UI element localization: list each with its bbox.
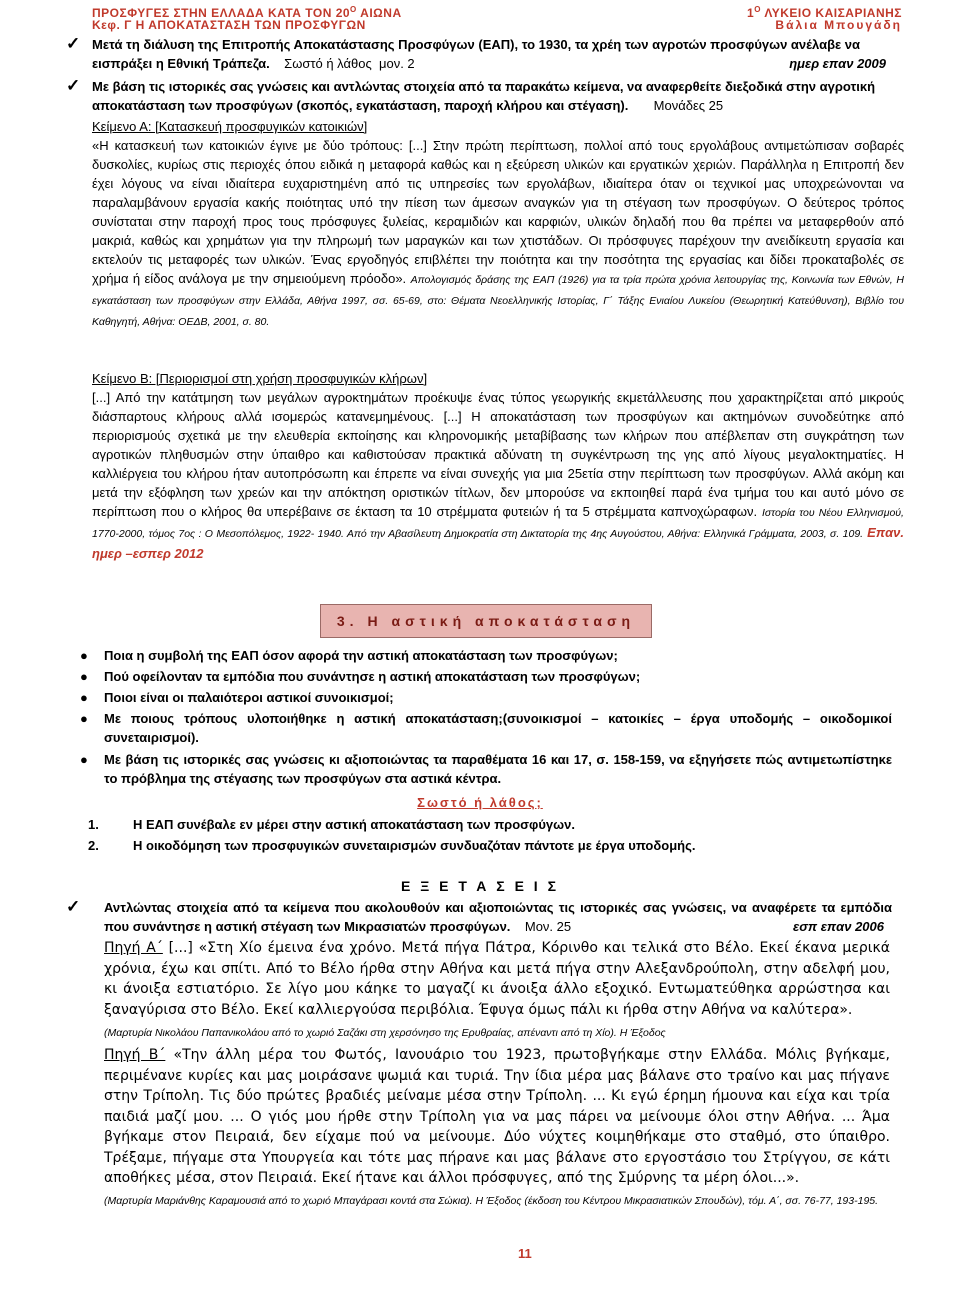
text-b-title: Κείμενο Β: [Περιορισμοί στη χρήση προσφυγικών κλήρων] bbox=[92, 371, 428, 386]
checkmark-icon: ✓ bbox=[66, 76, 81, 95]
source-a: Πηγή Α΄ [...] «Στη Χίο έμεινα ένα χρόνο. Μετά πήγα Πάτρα, Κόρινθο και τελικά στο Βέλο. Εκεί έκανα μερικά χρόνια, έχω και σπίτι. Από το Βέλο ήρθα στην Αθήνα και μετά πήγα στην Αλεξανδρούπολη, στην αδελφή μου, κι άνοιξα εστιατόριο. Σε λίγο μου κάηκε το μαγαζί κι άνοιξα άλλο εξοχικό. Εντωματεύθηκα αρρώστησα και ξαναγύρισα στο Βέλο. Εκεί καλλιεργούσα περιβόλια. Έφυγα όμως πάλι κι ήρθα στην Αθήνα να καλύτερα». bbox=[104, 940, 890, 1018]
item1-exam: ημερ επαν 2009 bbox=[789, 56, 886, 71]
bullet-question-3: Ποιοι είναι οι παλαιότεροι αστικοί συνοικισμοί; bbox=[104, 690, 394, 705]
tf-number-1: 1. bbox=[88, 817, 99, 832]
source-b-note: (Μαρτυρία Μαριάνθης Καραμουσιά από το χωριό Μπαγάρασι κοντά στα Σώκια). Η Έξοδος (έκδοση του Κέντρου Μικρασιατικών Σπουδών), τόμ. Α΄, σσ. 76-77, 193-195. bbox=[104, 1195, 879, 1207]
source-b-label: Πηγή Β΄ bbox=[104, 1047, 166, 1063]
bullet-icon: ● bbox=[80, 752, 88, 767]
bullet-icon: ● bbox=[80, 648, 88, 663]
tf-item-2: Η οικοδόμηση των προσφυγικών συνεταιρισμών συνδυαζόταν πάντοτε με έργα υποδομής. bbox=[133, 838, 696, 853]
header-left-line1: ΠΡΟΣΦΥΓΕΣ ΣΤΗΝ ΕΛΛΑΔΑ ΚΑΤΑ ΤΟΝ $20^O$ ΑΙΩΝΑ bbox=[92, 5, 402, 20]
text-a-title: Κείμενο Α: [Κατασκευή προσφυγικών κατοικιών] bbox=[92, 119, 368, 134]
page-number: 11 bbox=[518, 1246, 532, 1261]
checkmark-icon: ✓ bbox=[66, 34, 81, 53]
source-b: Πηγή Β΄ «Την άλλη μέρα του Φωτός, Ιανουάριο του 1923, πρωτοβγήκαμε στην Ελλάδα. Μόλις βγήκαμε, περιμένανε κυρίες και μας μοιράσανε ψωμιά και τυριά. Την ίδια μέρα μας βάλανε στο τραίνο και μας πήγανε στην Τρίπολη. Τις δύο πρώτες βραδιές μείναμε μέσα στην Τρίπολη. ... Κι εγώ έρημη ήμουνα και είχα και τρία παιδιά μαζί μου. ... Ο γιός μου ήρθε στην Τρίπολη για να μας πάρει να μείνουμε όλοι στην Αθήνα. ... Άμα βγήκαμε στον Πειραιά, δεν είχαμε πού να μείνουμε. Δύο νύχτες κοιμηθήκαμε στο σταθμό, στο ύπαιθρο. Τρέξαμε, πήγαμε στα Υπουργεία και τότε μας πήρανε και μας βάλανε στο εργοστάσιο του Στρίγγου, σε κάτι αποθήκες μέσα, στον Πειραιά. Εκεί ήτανε και άλλοι πρόσφυγες, από της Σμύρνης τα μέρη όλοι...». bbox=[104, 1047, 890, 1186]
bullet-icon: ● bbox=[80, 690, 88, 705]
text-a-body: «Η κατασκευή των κατοικιών έγινε με δύο τρόπους: [...] Στην πρώτη περίπτωση, πολλοί από τους εργολάβους αντιμετώπισαν σοβαρές δυσκολίες, κυρίως στις περιοχές όπου ειδικά η μεταφορά καθώς και η εξεύρεση υλικών και εργατικών χεριών. Παράλληλα η Επιτροπή δεν έχει λόγους να είναι ιδιαίτερα ευχαριστημένη από τις υπηρεσίες των εργολάβων, ιδιαίτερα όταν οι τεχνικοί μας υποχρεώνονται να παραλαμβάνουν εργασία κακής ποιότητας υπό την πίεση των άμεσων αναγκών για τη στέγαση των προσφύγων. Ο δεύτερος τρόπος συνίσταται στην παροχή προς τους πρόσφυγες ξυλείας, κεραμιδιών και καρφιών, υλικών δηλαδή που θα πρέπει να μεταφερθούν από μακριά, καθώς και χρημάτων για την πληρωμή των μαραγκών και των χτιστάδων. Οι πρόσφυγες παρέχουν την ανειδίκευτη εργασία και εκτελούν τις μεταφορές των υλικών. Ένας εργοδηγός επιβλέπει την ποιότητα και την ποσότητα της εργασίας και δίδει προκαταβολές σε χρήμα ή είδος ανάλογα με την σημειούμενη πρόοδο». Απολογισμός δράσης της ΕΑΠ (1926) για τα τρία πρώτα χρόνια λειτουργίας της, Κοινωνία των Εθνών, Η εγκατάσταση των προσφύγων στην Ελλάδα, Αθήνα 1997, σσ. 65-69, στο: Θέματα Νεοελληνικής Ιστορίας, Γ΄ Τάξης Ενιαίου Λυκείου (Θεωρητική Κατεύθυνση), Βιβλίο του Καθηγητή, Αθήνα: ΟΕΔΒ, 2001, σ. 80. bbox=[92, 138, 904, 328]
header-right-line1: $1^O$ ΛΥΚΕΙΟ ΚΑΙΣΑΡΙΑΝΗΣ bbox=[747, 5, 902, 20]
text-a-source: Απολογισμός δράσης της ΕΑΠ (1926) για τα τρία πρώτα χρόνια λειτουργίας της, Κοινωνία των Εθνών, Η εγκατάσταση των προσφύγων στην Ελλάδα, Αθήνα 1997, σσ. 65-69, στο: Θέματα Νεοελληνικής Ιστορίας, Γ΄ Τάξης Ενιαίου Λυκείου (Θεωρητική Κατεύθυνση), Βιβλίο του Καθηγητή, Αθήνα: ΟΕΔΒ, 2001, σ. 80. bbox=[92, 274, 904, 328]
item2-exam: Επαν. ημερ –εσπερ 2012 bbox=[92, 525, 904, 561]
text-b-source: Ιστορία του Νέου Ελληνισμού, 1770-2000, τόμος 7ος : Ο Μεσοπόλεμος, 1922- 1940. Από την Αβασίλευτη Δημοκρατία στη Δικτατορία της 4ης Αυγούστου, Αθήνα: Ελληνικά Γράμματα, 2003, σ. 109. bbox=[92, 507, 904, 540]
true-false-title: Σωστό ή λάθος; bbox=[417, 795, 543, 810]
bullet-question-2: Πού οφείλονταν τα εμπόδια που συνάντησε η αστική αποκατάσταση των προσφύγων; bbox=[104, 669, 641, 684]
source-a-note: (Μαρτυρία Νικολάου Παπανικολάου από το χωριό Σαζάκι στη χερσόνησο της Ερυθραίας, απέναντι από τη Χίο). Η Έξοδος bbox=[104, 1027, 666, 1039]
tf-number-2: 2. bbox=[88, 838, 99, 853]
text-b-body: [...] Από την κατάτμηση των μεγάλων αγροκτημάτων προέκυψε ένας τύπος γεωργικής εκμετάλλευσης που χαρακτηρίζεται από μικρούς διάσπαρτους κλήρους αλλά ισομερώς κατανεμημένους. [...] Η αποκατάσταση των προσφύγων και ακτημόνων συνοδεύτηκε από περιορισμούς σχετικά με την ελευθερία εκποίησης και κληρονομικής μεταβίβασης των κλήρων που απέβλεπαν στη συγκράτηση των αγροτικών πληθυσμών στην ύπαιθρο και καθιστούσαν πρακτικά αδύνατη τη συγκέντρωση της γης από λίγους μεγαλοκτηματίες. Η καλλιέργεια του κλήρου ήταν αυτοπρόσωπη και έπρεπε να είναι συνεχής για μια 25ετία στην περίπτωση των προσφύγων. Αλλά ακόμη και μετά την εξόφληση των χρεών και την απόκτηση οριστικών τίτλων, δεν μπορούσε να εκποιηθεί παρά ένα τμήμα του και αυτό μόνο σε περίπτωση που ο κλήρος θα υπερέβαινε σε έκταση τα 10 στρέμματα φυτειών ή τα 5 στρέμματα καπνοχώραφων. Ιστορία του Νέου Ελληνισμού, 1770-2000, τόμος 7ος : Ο Μεσοπόλεμος, 1922- 1940. Από την Αβασίλευτη Δημοκρατία στη Δικτατορία της 4ης Αυγούστου, Αθήνα: Ελληνικά Γράμματα, 2003, σ. 109. Επαν. ημερ –εσπερ 2012 bbox=[92, 390, 904, 561]
exams-title: Ε Ξ Ε Τ Α Σ Ε Ι Σ bbox=[401, 878, 559, 894]
item3-question: Αντλώντας στοιχεία από τα κείμενα που ακολουθούν και αξιοποιώντας τις ιστορικές σας γνώσεις, να αναφέρετε τα εμπόδια που συνάντησε η αστική στέγαση των Μικρασιατών προσφύγων. Μον. 25 εσπ επαν 2006 bbox=[104, 900, 892, 934]
item2-question: Με βάση τις ιστορικές σας γνώσεις και αντλώντας στοιχεία από τα παρακάτω κείμενα, να αναφερθείτε διεξοδικά στην αγροτική αποκατάσταση των προσφύγων (σκοπός, εγκατάσταση, παροχή κλήρου και στέγαση). Μονάδες 25 bbox=[92, 79, 876, 113]
tf-item-1: Η ΕΑΠ συνέβαλε εν μέρει στην αστική αποκατάσταση των προσφύγων. bbox=[133, 817, 575, 832]
bullet-question-1: Ποια η συμβολή της ΕΑΠ όσον αφορά την αστική αποκατάσταση των προσφύγων; bbox=[104, 648, 618, 663]
bullet-icon: ● bbox=[80, 669, 88, 684]
item1-question: Μετά τη διάλυση της Επιτροπής Αποκατάστασης Προσφύγων (ΕΑΠ), το 1930, τα χρέη των αγροτών προσφύγων ανέλαβε να εισπράξει η Εθνική Τράπεζα. Σωστό ή λάθος μον. 2 ημερ επαν 2009 bbox=[92, 37, 886, 71]
section-title-banner: 3. Η αστική αποκατάσταση bbox=[320, 604, 652, 638]
bullet-question-5: Με βάση τις ιστορικές σας γνώσεις κι αξιοποιώντας τα παραθέματα 16 και 17, σ. 158-159, να εξηγήσετε πώς αντιμετωπίστηκε το πρόβλημα της στέγασης των προσφύγων στα αστικά κέντρα. bbox=[104, 752, 892, 786]
item3-exam: εσπ επαν 2006 bbox=[792, 919, 884, 934]
source-a-label: Πηγή Α΄ bbox=[104, 940, 163, 956]
header-right-line2: Βάλια Μπουγάδη bbox=[775, 18, 902, 32]
header-left-line2: Κεφ. Γ Η ΑΠΟΚΑΤΑΣΤΑΣΗ ΤΩΝ ΠΡΟΣΦΥΓΩΝ bbox=[92, 18, 366, 32]
bullet-question-4: Με ποιους τρόπους υλοποιήθηκε η αστική αποκατάσταση;(συνοικισμοί – κατοικίες – έργα υποδομής – οικοδομικοί συνεταιρισμοί). bbox=[104, 711, 892, 745]
bullet-icon: ● bbox=[80, 711, 88, 726]
checkmark-icon: ✓ bbox=[66, 897, 81, 916]
